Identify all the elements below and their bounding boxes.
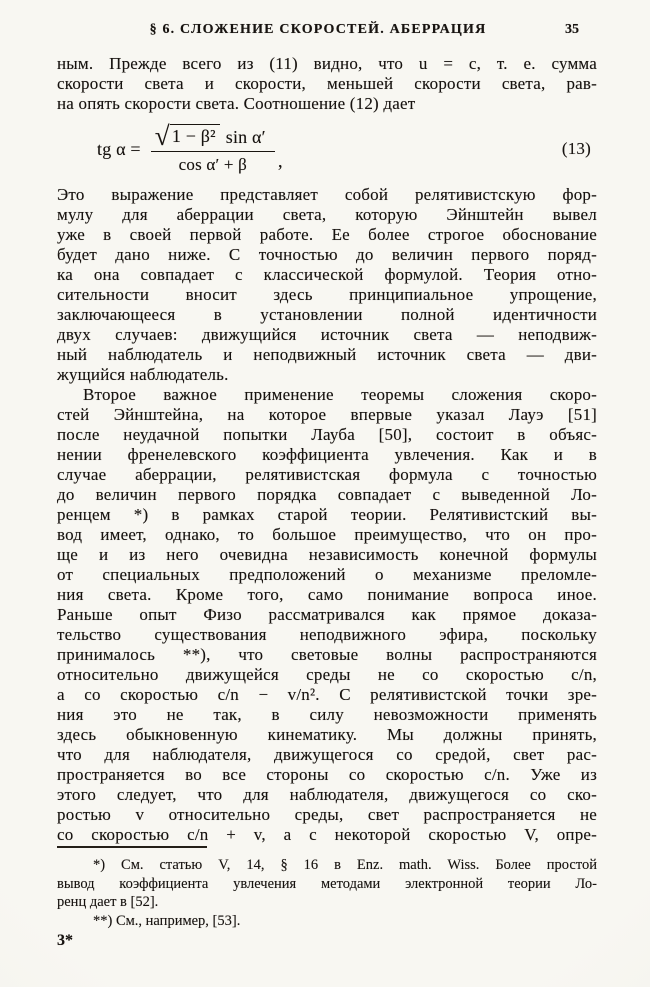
text-line: *) См. статью V, 14, § 16 в Enz. math. Wiss. Более простой	[93, 857, 597, 873]
text-line: мулу для аберрации света, которую Эйнштейн вывел	[57, 205, 597, 224]
text-line: здесь обыкновенную кинематику. Мы должны принять,	[57, 725, 597, 744]
text-line: от специальных предположений о механизме преломле-	[57, 565, 597, 584]
radical-icon: √	[154, 121, 170, 151]
text-line: ный наблюдатель и неподвижный источник света — дви-	[57, 345, 597, 364]
footnote-separator-rule	[57, 846, 207, 848]
text-line: ростью v относительно среды, свет распространяется не	[57, 805, 597, 824]
text-line: Второе важное применение теоремы сложения скоро-	[83, 385, 597, 404]
formula-lhs: tg α =	[97, 139, 141, 159]
text-line: вывод коэффициента увлечения методами электронной теории Ло-	[57, 875, 597, 892]
text-line: Это выражение представляет собой релятивистскую фор-	[57, 185, 597, 204]
formula-fraction	[151, 123, 275, 175]
text-line: этого следует, что для наблюдателя, движущегося со ско-	[57, 785, 597, 804]
body-text	[57, 54, 597, 845]
signature-mark: 3*	[57, 932, 73, 949]
text-line: до величин первого порядка совпадает с выведенной Ло-	[57, 485, 597, 504]
text-line: ренц дает в [52].	[57, 894, 159, 910]
formula-comma: ,	[277, 151, 283, 172]
text-line: Раньше опыт Физо рассматривался как прямое доказа-	[57, 605, 597, 624]
text-line: ка она совпадает с классической формулой. Теория отно-	[57, 265, 597, 284]
text-line: будет дано ниже. С точностью до величин первого поряд-	[57, 245, 597, 264]
numerator-tail: sin α′	[225, 127, 266, 147]
text-line: ния это не так, в силу невозможности применять	[57, 705, 597, 724]
text-line: после неудачной попытки Лауба [50], состоит в объяс-	[57, 425, 597, 444]
fraction-denominator: cos α′ + β	[178, 155, 247, 174]
paragraph-continuation-top	[57, 54, 597, 114]
equation-13	[57, 123, 597, 175]
section-title: § 6. СЛОЖЕНИЕ СКОРОСТЕЙ. АБЕРРАЦИЯ	[149, 22, 487, 37]
running-header	[57, 22, 597, 38]
text-line: ренцем *) в рамках старой теории. Релятивистский вы-	[57, 505, 597, 524]
paragraph-continuation-after-formula	[57, 185, 597, 385]
text-line: случае аберрации, релятивистская формула с точностью	[57, 465, 597, 484]
text-line: сительности вносит здесь принципиальное упрощение,	[57, 285, 597, 304]
text-line: **) См., например, [53].	[93, 912, 241, 929]
paragraph-two	[57, 385, 597, 845]
fraction-numerator	[151, 123, 275, 152]
text-line: со скоростью c/n + v, а с некоторой скоростью V, опре-	[57, 825, 597, 844]
text-line: ным. Прежде всего из (11) видно, что u = c, т. е. сумма	[57, 54, 597, 73]
text-line: а со скоростью c/n − v/n². С релятивистской точки зре-	[57, 685, 597, 704]
text-line: тельство существования неподвижного эфира, поскольку	[57, 625, 597, 644]
text-line: относительно движущейся среды не со скоростью c/n,	[57, 665, 597, 684]
text-line: заключающееся в установлении полной идентичности	[57, 305, 597, 324]
text-line: ния света. Кроме того, само понимание вопроса иное.	[57, 585, 597, 604]
text-line: принималось **), что световые волны распространяются	[57, 645, 597, 664]
radicand: 1 − β²	[170, 124, 220, 146]
text-line: стей Эйнштейна, на которое впервые указал Лауэ [51]	[57, 405, 597, 424]
footnotes	[57, 856, 597, 930]
text-line: пространяется во все стороны со скоростью c/n. Уже из	[57, 765, 597, 784]
text-line: что для наблюдателя, движущегося со средой, свет рас-	[57, 745, 597, 764]
text-line: двух случаев: движущийся источник света — неподвиж-	[57, 325, 597, 344]
text-line: уже в своей первой работе. Ее более строгое обоснование	[57, 225, 597, 244]
text-line: жущийся наблюдатель.	[57, 365, 229, 384]
page-number: 35	[565, 22, 579, 37]
text-line: вод имеет, однако, то большое преимущество, что он про-	[57, 525, 597, 544]
text-line: нении френелевского коэффициента увлечения. Как и в	[57, 445, 597, 464]
text-line: на опять скорости света. Соотношение (12) дает	[57, 94, 416, 113]
text-line: ще и из него очевидна независимость конечной формулы	[57, 545, 597, 564]
equation-number: (13)	[561, 139, 591, 158]
text-line: скорости света и скорости, меньшей скорости света, рав-	[57, 74, 597, 93]
